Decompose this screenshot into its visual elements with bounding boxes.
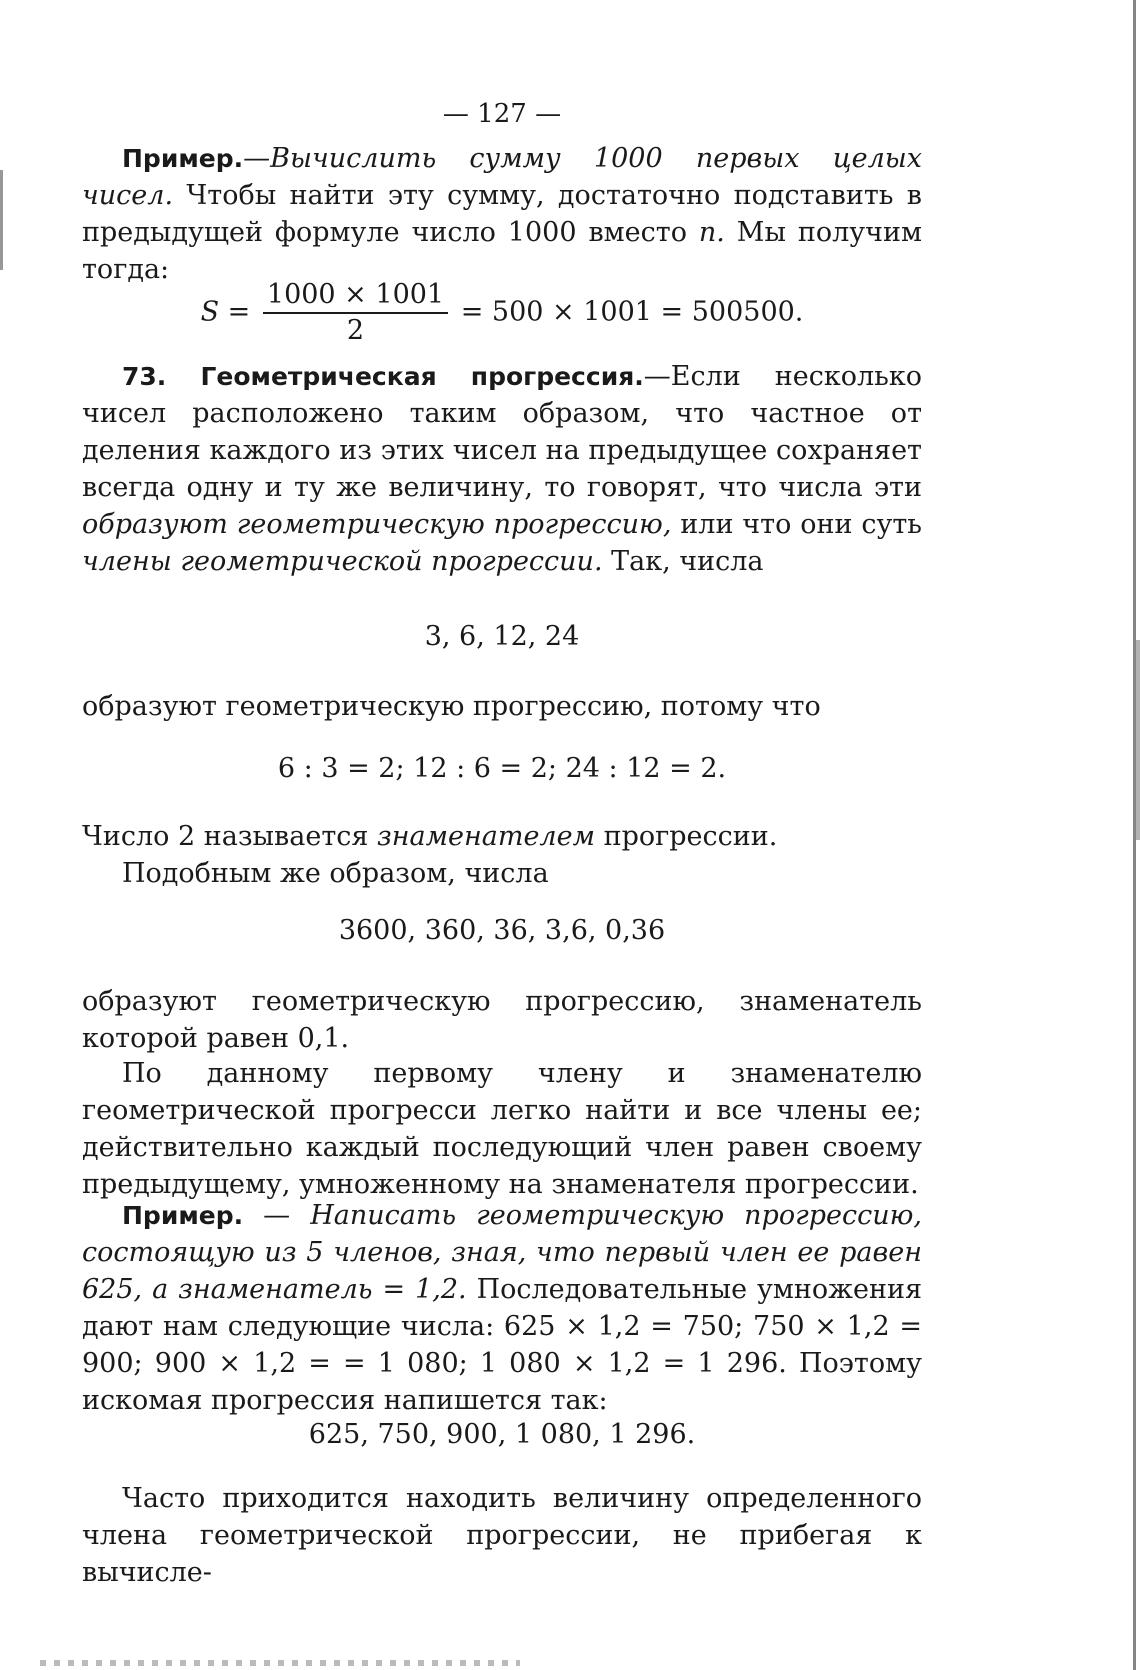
denominator-pre: Число 2 называется [82,821,377,852]
example-1-paragraph [82,140,922,288]
formula-denominator: 2 [346,315,365,346]
denominator-term: знаменателем [377,821,595,852]
section-73-italic-1: образуют геометрическую прогрессию, [82,509,672,540]
sequence-2: 3600, 360, 36, 3,6, 0,36 [338,915,666,946]
page-number: — 127 — [442,99,562,129]
denominator-post: прогрессии. [595,821,778,852]
example-1-variable: n. [698,217,725,248]
final-paragraph: Часто приходится находить величину определенного члена геометрической прогрессии, не прибегая к вычисле- [82,1483,922,1588]
similarly-line: Подобным же образом, числа [122,858,549,889]
after-sequence-2: образуют геометрическую прогрессию, знаменатель которой равен 0,1. [82,986,922,1054]
formula-lhs: S = [200,296,251,328]
section-73-text-2: или что они суть [671,509,922,540]
example-2-paragraph [82,1197,922,1419]
section-73-text-1: —Если несколько чисел расположено таким образом, что частное от деления каждого из этих чисел на предыдущее сохраняет всегда одну и ту же величину, то говорят, что числа эти [82,361,922,503]
formula-numerator: 1000 × 1001 [263,278,448,314]
terms-paragraph: По данному первому члену и знаменателю геометрической прогресси легко найти и все члены ее; действительно каждый последующий член равен своему предыдущему, умноженному на знаменателя прогрессии. [82,1058,922,1200]
sequence-3: 625, 750, 900, 1 080, 1 296. [308,1419,696,1450]
example-1-text-end: Мы получим тогда: [82,217,923,285]
formula-fraction [263,278,448,348]
section-73-heading: 73. Геометрическая прогрессия. [122,362,644,391]
after-sequence-1: образуют геометрическую прогрессию, потому что [82,691,821,722]
example-2-label: Пример. [122,1201,244,1230]
example-1-task: —Вычислить сумму 1000 первых целых чисел. [82,143,922,211]
example-2-task: — Написать геометрическую прогрессию, состоящую из 5 членов, зная, что первый член ее равен 625, а знаменатель = 1,2. [82,1200,922,1305]
scan-edge-right-shadow [1136,640,1140,840]
scan-bottom-noise [40,1660,520,1666]
section-73-paragraph [82,358,922,580]
denominator-sentence [82,818,922,855]
section-73-text-3: Так, числа [602,546,764,577]
scan-edge-left [0,170,3,270]
section-73-italic-2: члены геометрической прогрессии. [82,546,603,577]
example-2-text: Последовательные умножения дают нам следующие числа: 625 × 1,2 = 750; 750 × 1,2 = 900; 900 × 1,2 = = 1 080; 1 080 × 1,2 = 1 296. Поэтому искомая прогрессия напишется так: [82,1274,923,1416]
sum-formula [82,278,922,348]
example-1-label: Пример. [122,144,244,173]
ratios-line: 6 : 3 = 2; 12 : 6 = 2; 24 : 12 = 2. [277,753,727,784]
sequence-1: 3, 6, 12, 24 [424,621,580,652]
example-1-text: Чтобы найти эту сумму, достаточно подставить в предыдущей формуле число 1000 вместо [82,180,922,248]
formula-rhs: = 500 × 1001 = 500500. [460,296,804,328]
